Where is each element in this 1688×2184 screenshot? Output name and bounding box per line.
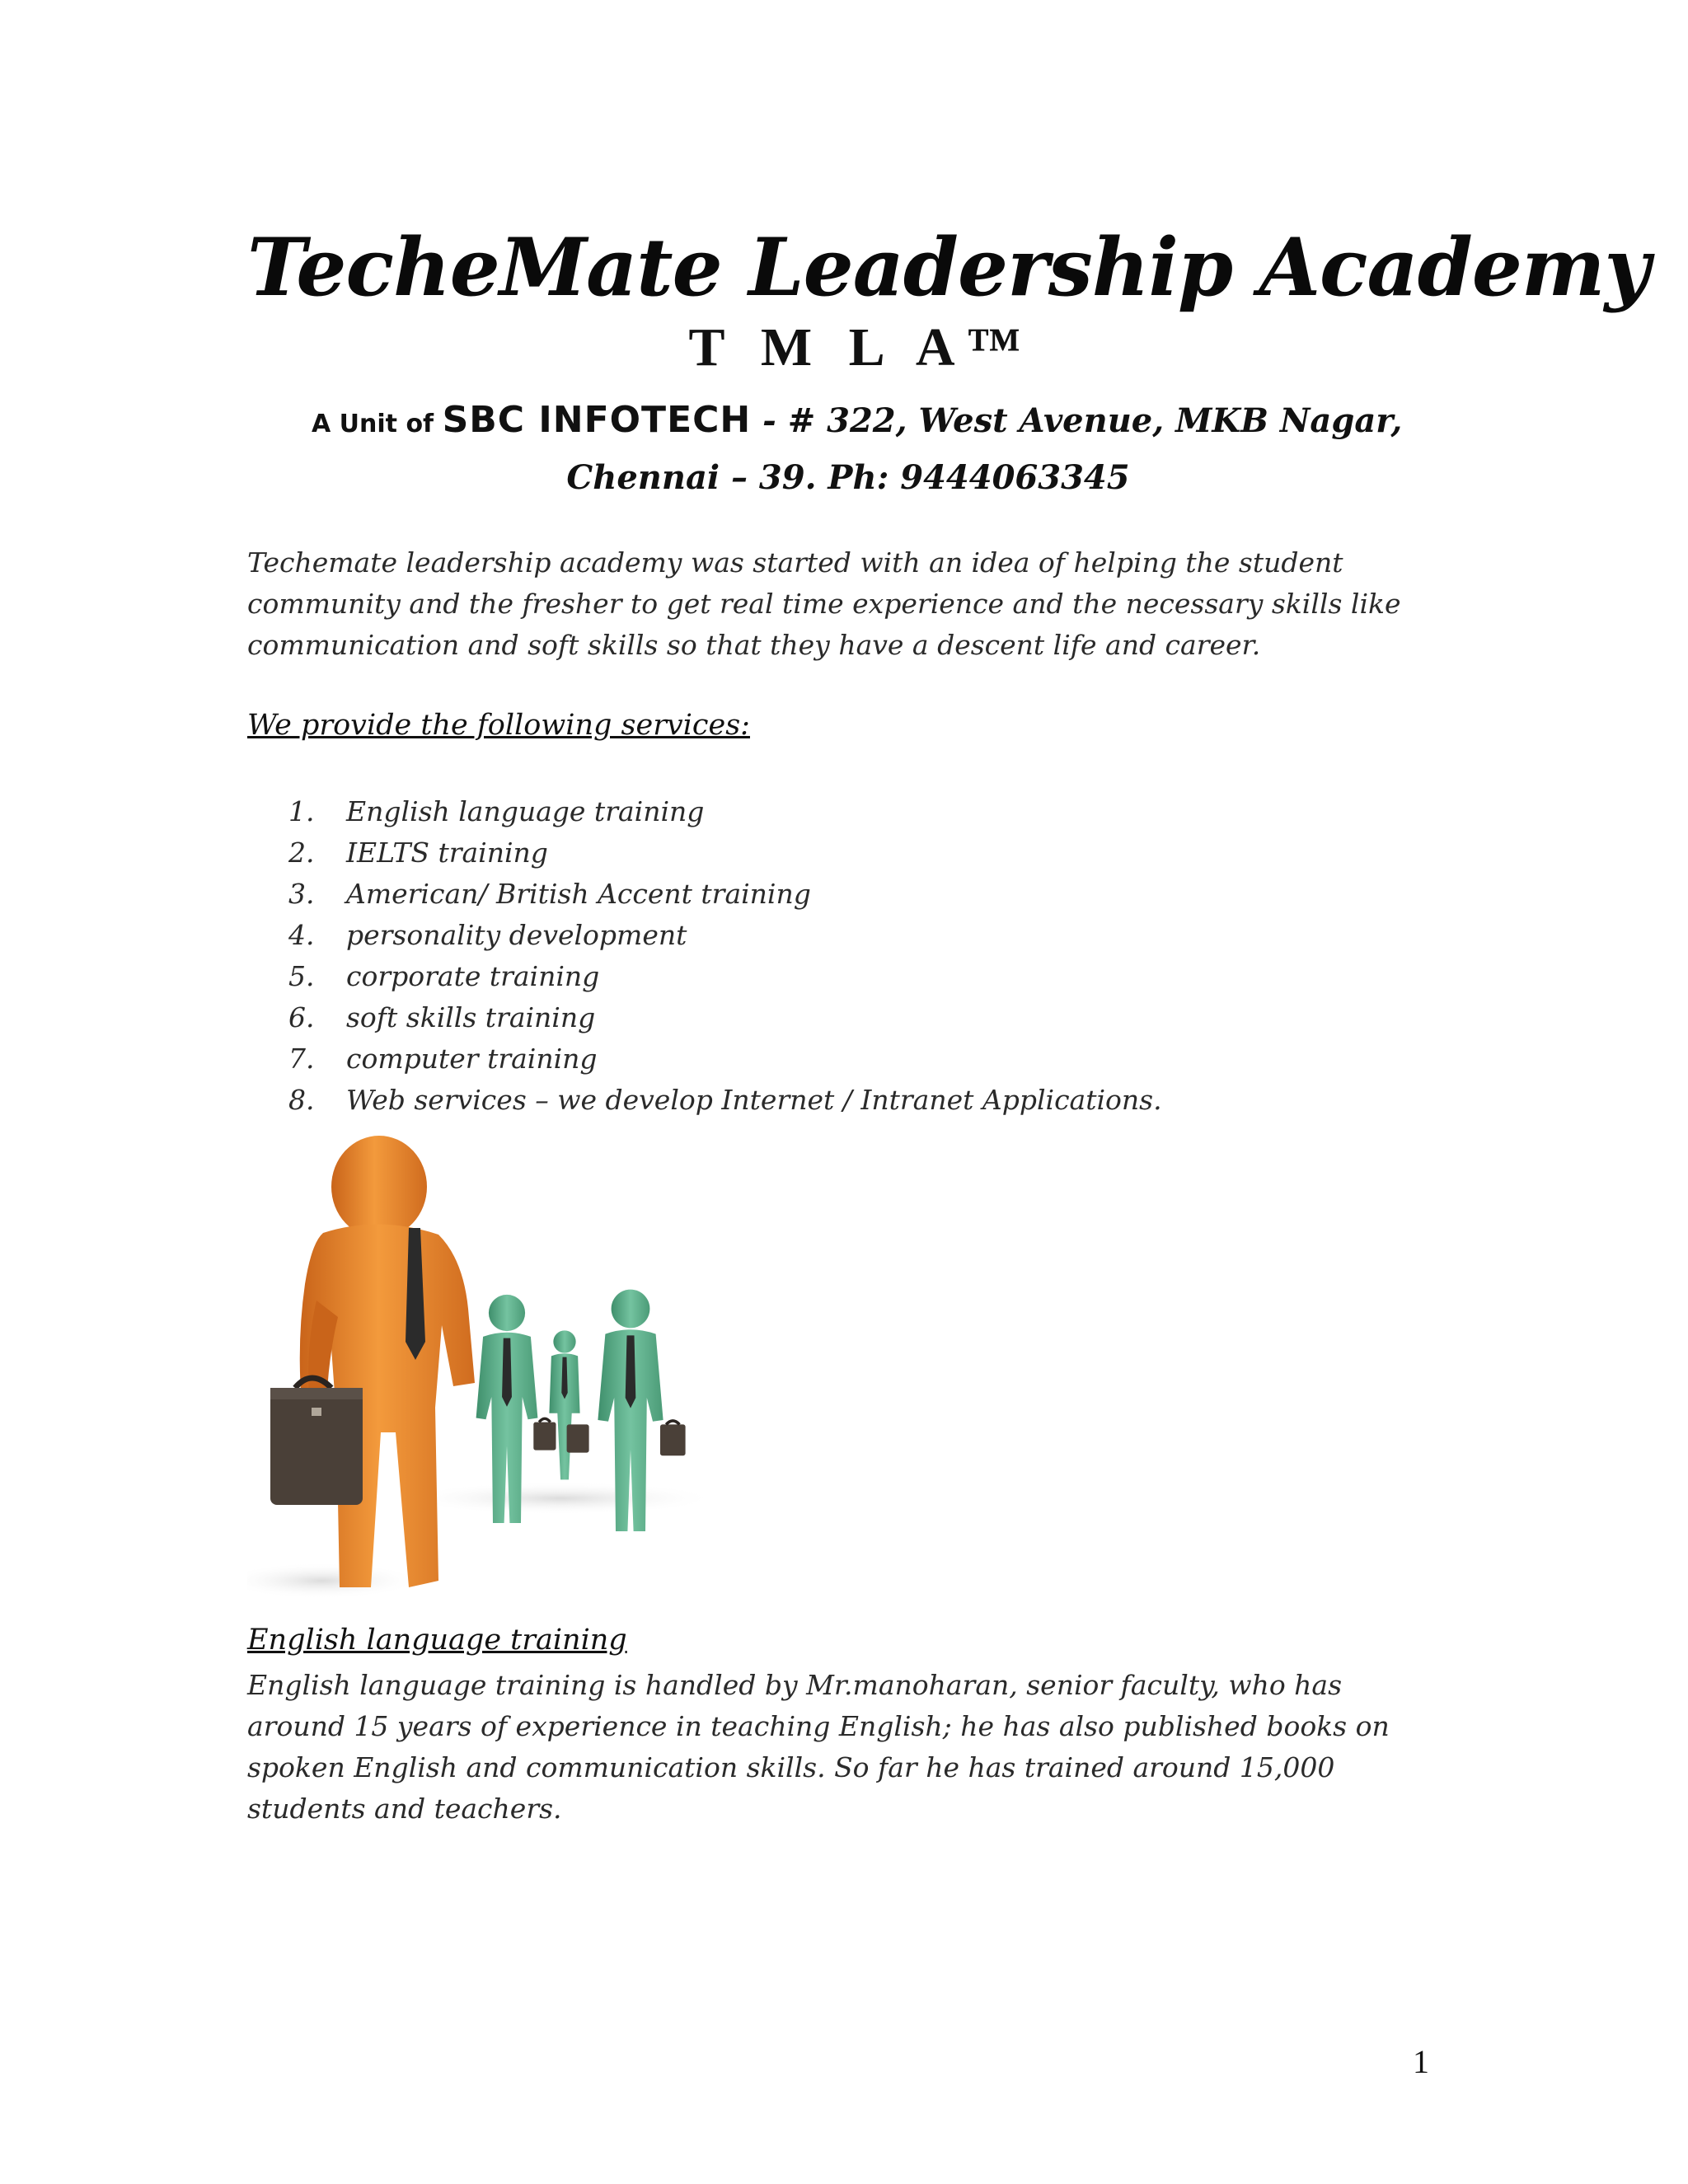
english-training-paragraph: English language training is handled by Mr.manoharan, senior faculty, who has around 15 years of experience in teaching English; he has also published books on spoken English and communication skills. So far he has trained around 15,000 students and teachers.	[247, 1669, 1390, 1825]
list-item	[288, 915, 1162, 956]
list-item	[288, 956, 1162, 997]
list-label: personality development	[346, 919, 687, 951]
team-member-small	[549, 1330, 579, 1479]
list-number: 7.	[288, 1043, 315, 1075]
list-number: 3.	[288, 878, 315, 910]
list-label: IELTS training	[346, 837, 548, 869]
list-item	[288, 1080, 1162, 1121]
services-heading: We provide the following services:	[247, 709, 750, 742]
address-line-2: Chennai – 39. Ph: 9444063345	[566, 458, 1130, 497]
company-name: SBC INFOTECH	[442, 399, 752, 441]
leader-figure	[270, 1136, 475, 1587]
list-item	[288, 832, 1162, 874]
list-number: 6.	[288, 1001, 315, 1033]
english-training-heading: English language training	[247, 1624, 627, 1657]
list-number: 4.	[288, 919, 315, 951]
list-label: American/ British Accent training	[346, 878, 811, 910]
list-label: soft skills training	[346, 1001, 596, 1033]
unit-prefix: A Unit of	[312, 410, 443, 438]
intro-paragraph: Techemate leadership academy was started with an idea of helping the student community and the fresher to get real time experience and the necessary skills like communication and soft skills so that they have a descent life and career.	[247, 546, 1401, 661]
list-label: English language training	[346, 795, 705, 827]
list-item	[288, 791, 1162, 832]
list-number: 5.	[288, 960, 315, 992]
unit-line	[312, 399, 1465, 441]
briefcase-icon	[270, 1378, 363, 1505]
list-number: 8.	[288, 1084, 315, 1116]
address-line-1: - # 322, West Avenue, MKB Nagar,	[751, 401, 1403, 440]
page-number: 1	[1413, 2043, 1429, 2080]
list-number: 2.	[288, 837, 315, 869]
list-item	[288, 997, 1162, 1038]
list-item	[288, 874, 1162, 915]
list-number: 1.	[288, 795, 315, 827]
list-label: corporate training	[346, 960, 600, 992]
page-title: TecheMate Leadership Academy	[247, 221, 1650, 314]
services-list	[288, 791, 1162, 1121]
list-item	[288, 1038, 1162, 1080]
academy-abbreviation: T M L A™	[688, 317, 1033, 377]
list-label: Web services – we develop Internet / Intranet Applications.	[346, 1084, 1162, 1116]
businessmen-with-briefcases-illustration	[247, 1136, 717, 1597]
list-label: computer training	[346, 1043, 598, 1075]
